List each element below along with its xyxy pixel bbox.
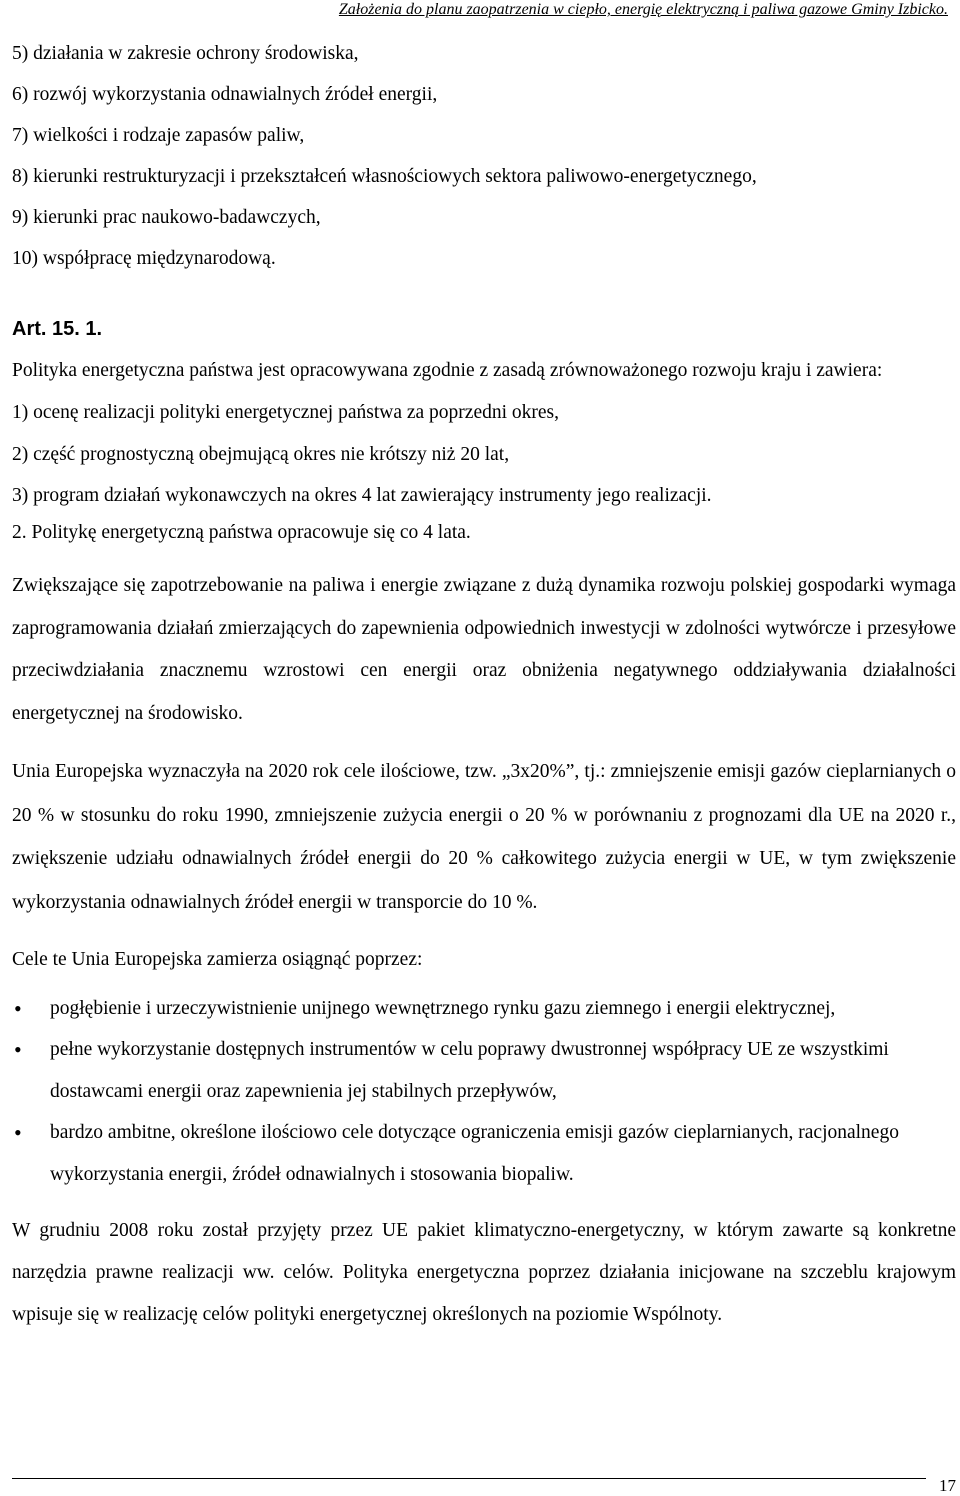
paragraph-climate-package: W grudniu 2008 roku został przyjęty przez UE pakiet klimatyczno-energetyczny, w którym zawarte są konkretne narzędzia prawne realizacji ww. celów. Polityka energetyczna poprzez działania inicjowane na szczeblu krajowym wpisuje się w realizację celów polityki energetycznej określonych na poziomie Wspólnoty. xyxy=(12,1220,956,1325)
footer-rule xyxy=(12,1478,926,1479)
list-item xyxy=(12,988,956,1030)
paragraph-demand: Zwiększające się zapotrzebowanie na paliwa i energie związane z dużą dynamika rozwoju polskiej gospodarki wymaga zaprogramowania działań zmierzających do zapewnienia odpowiednich inwestycji w zdolności wytwórcze i przesyłowe przeciwdziałania znacznemu wzrostowi cen energii oraz obniżenia negatywnego oddziaływania działalności energetycznej na środowisko. xyxy=(12,575,956,724)
article-item: 2) część prognostyczną obejmującą okres nie krótszy niż 20 lat, xyxy=(12,444,510,465)
bullet-text: pogłębienie i urzeczywistnienie unijnego wewnętrznego rynku gazu ziemnego i energii elektrycznej, xyxy=(50,997,836,1019)
article-item: 1) ocenę realizacji polityki energetycznej państwa za poprzedni okres, xyxy=(12,402,560,423)
bullet-icon: • xyxy=(14,1037,22,1062)
bullet-icon: • xyxy=(14,995,22,1021)
list-item xyxy=(12,1112,956,1195)
article-item: 3) program działań wykonawczych na okres 4 lat zawierający instrumenty jego realizacji. xyxy=(12,485,712,506)
list-item: 6) rozwój wykorzystania odnawialnych źródeł energii, xyxy=(12,84,438,105)
list-item: 8) kierunki restrukturyzacji i przekształceń własnościowych sektora paliwowo-energetycznego, xyxy=(12,166,757,187)
article-heading: Art. 15. 1. xyxy=(12,318,103,340)
article-item: 2. Politykę energetyczną państwa opracowuje się co 4 lata. xyxy=(12,522,471,543)
page-number: 17 xyxy=(939,1476,956,1495)
list-item: 10) współpracę międzynarodową. xyxy=(12,248,276,269)
list-item xyxy=(12,1029,956,1112)
paragraph-eu-targets: Unia Europejska wyznaczyła na 2020 rok cele ilościowe, tzw. „3x20%”, tj.: zmniejszenie emisji gazów cieplarnianych o 20 % w stosunku do roku 1990, zmniejszenie zużycia energii o 20 % w porównaniu z prognozami dla UE na 2020 r., zwiększenie udziału odnawialnych źródeł energii do 20 % całkowitego zużycia energii w UE, w tym zwiększenie wykorzystania odnawialnych źródeł energii w transporcie do 10 %. xyxy=(12,761,956,913)
list-item: 9) kierunki prac naukowo-badawczych, xyxy=(12,207,321,228)
list-item: 5) działania w zakresie ochrony środowiska, xyxy=(12,43,359,64)
article-items xyxy=(12,392,956,550)
bullet-icon: • xyxy=(14,1120,22,1145)
bullet-text: pełne wykorzystanie dostępnych instrumentów w celu poprawy dwustronnej współpracy UE ze wszystkimi dostawcami energii oraz zapewnienia jej stabilnych przepływów, xyxy=(50,1039,889,1102)
bullet-text: bardzo ambitne, określone ilościowo cele dotyczące ograniczenia emisji gazów cieplarnianych, racjonalnego wykorzystania energii, źródeł odnawialnych i stosowania biopaliw. xyxy=(50,1122,899,1185)
bullet-list xyxy=(12,988,956,1196)
paragraph-eu-means: Cele te Unia Europejska zamierza osiągnąć poprzez: xyxy=(12,949,423,970)
list-top xyxy=(12,33,956,279)
article-intro: Polityka energetyczna państwa jest opracowywana zgodnie z zasadą zrównoważonego rozwoju kraju i zawiera: xyxy=(12,360,883,381)
running-header: Założenia do planu zaopatrzenia w ciepło, energię elektryczną i paliwa gazowe Gminy Izbicko. xyxy=(338,1,948,18)
list-item: 7) wielkości i rodzaje zapasów paliw, xyxy=(12,125,305,146)
page-body xyxy=(12,33,956,1336)
